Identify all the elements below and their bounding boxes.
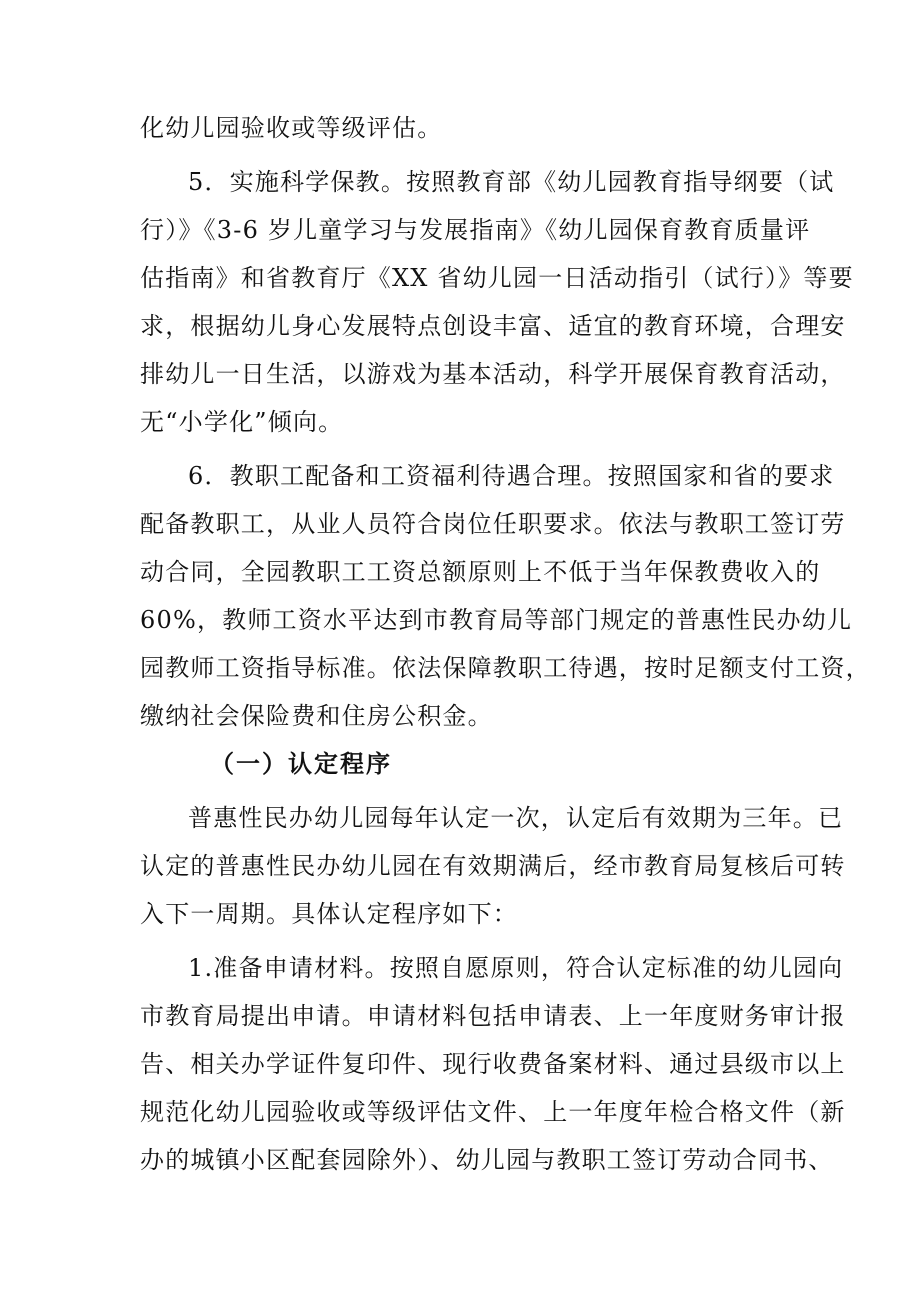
- text-line: 办的城镇小区配套园除外）、幼儿园与教职工签订劳动合同书、: [140, 1146, 834, 1174]
- text-line: 市教育局提出申请。申请材料包括申请表、上一年度财务审计报: [140, 1002, 846, 1030]
- text-line: 入下一周期。具体认定程序如下：: [140, 900, 518, 928]
- text-line: 5．实施科学保教。按照教育部《幼儿园教育指导纲要（试: [188, 168, 835, 196]
- text-line: 园教师工资指导标准。依法保障教职工待遇，按时足额支付工资，: [140, 654, 871, 682]
- text-line: 无“小学化”倾向。: [140, 408, 344, 436]
- text-line: 化幼儿园验收或等级评估。: [140, 114, 443, 142]
- text-line: 认定的普惠性民办幼儿园在有效期满后，经市教育局复核后可转: [140, 852, 846, 880]
- text-line: 告、相关办学证件复印件、现行收费备案材料、通过县级市以上: [140, 1050, 846, 1078]
- text-line: 行）》《3-6 岁儿童学习与发展指南》《幼儿园保育教育质量评: [140, 216, 811, 244]
- section-heading: （一）认定程序: [210, 750, 392, 778]
- text-line: 配备教职工，从业人员符合岗位任职要求。依法与教职工签订劳: [140, 510, 846, 538]
- text-line: 1.准备申请材料。按照自愿原则，符合认定标准的幼儿园向: [188, 954, 844, 982]
- text-line: 估指南》和省教育厅《XX 省幼儿园一日活动指引（试行）》等要: [140, 264, 854, 292]
- text-line: 动合同，全园教职工工资总额原则上不低于当年保教费收入的: [140, 558, 821, 586]
- text-line: 普惠性民办幼儿园每年认定一次，认定后有效期为三年。已: [188, 804, 844, 832]
- text-line: 排幼儿一日生活，以游戏为基本活动，科学开展保育教育活动，: [140, 360, 846, 388]
- text-line: 60%，教师工资水平达到市教育局等部门规定的普惠性民办幼儿: [140, 606, 853, 634]
- text-line: 规范化幼儿园验收或等级评估文件、上一年度年检合格文件（新: [140, 1098, 846, 1126]
- text-line: 求，根据幼儿身心发展特点创设丰富、适宜的教育环境，合理安: [140, 312, 846, 340]
- text-line: 缴纳社会保险费和住房公积金。: [140, 702, 493, 730]
- text-line: 6．教职工配备和工资福利待遇合理。按照国家和省的要求: [188, 462, 835, 490]
